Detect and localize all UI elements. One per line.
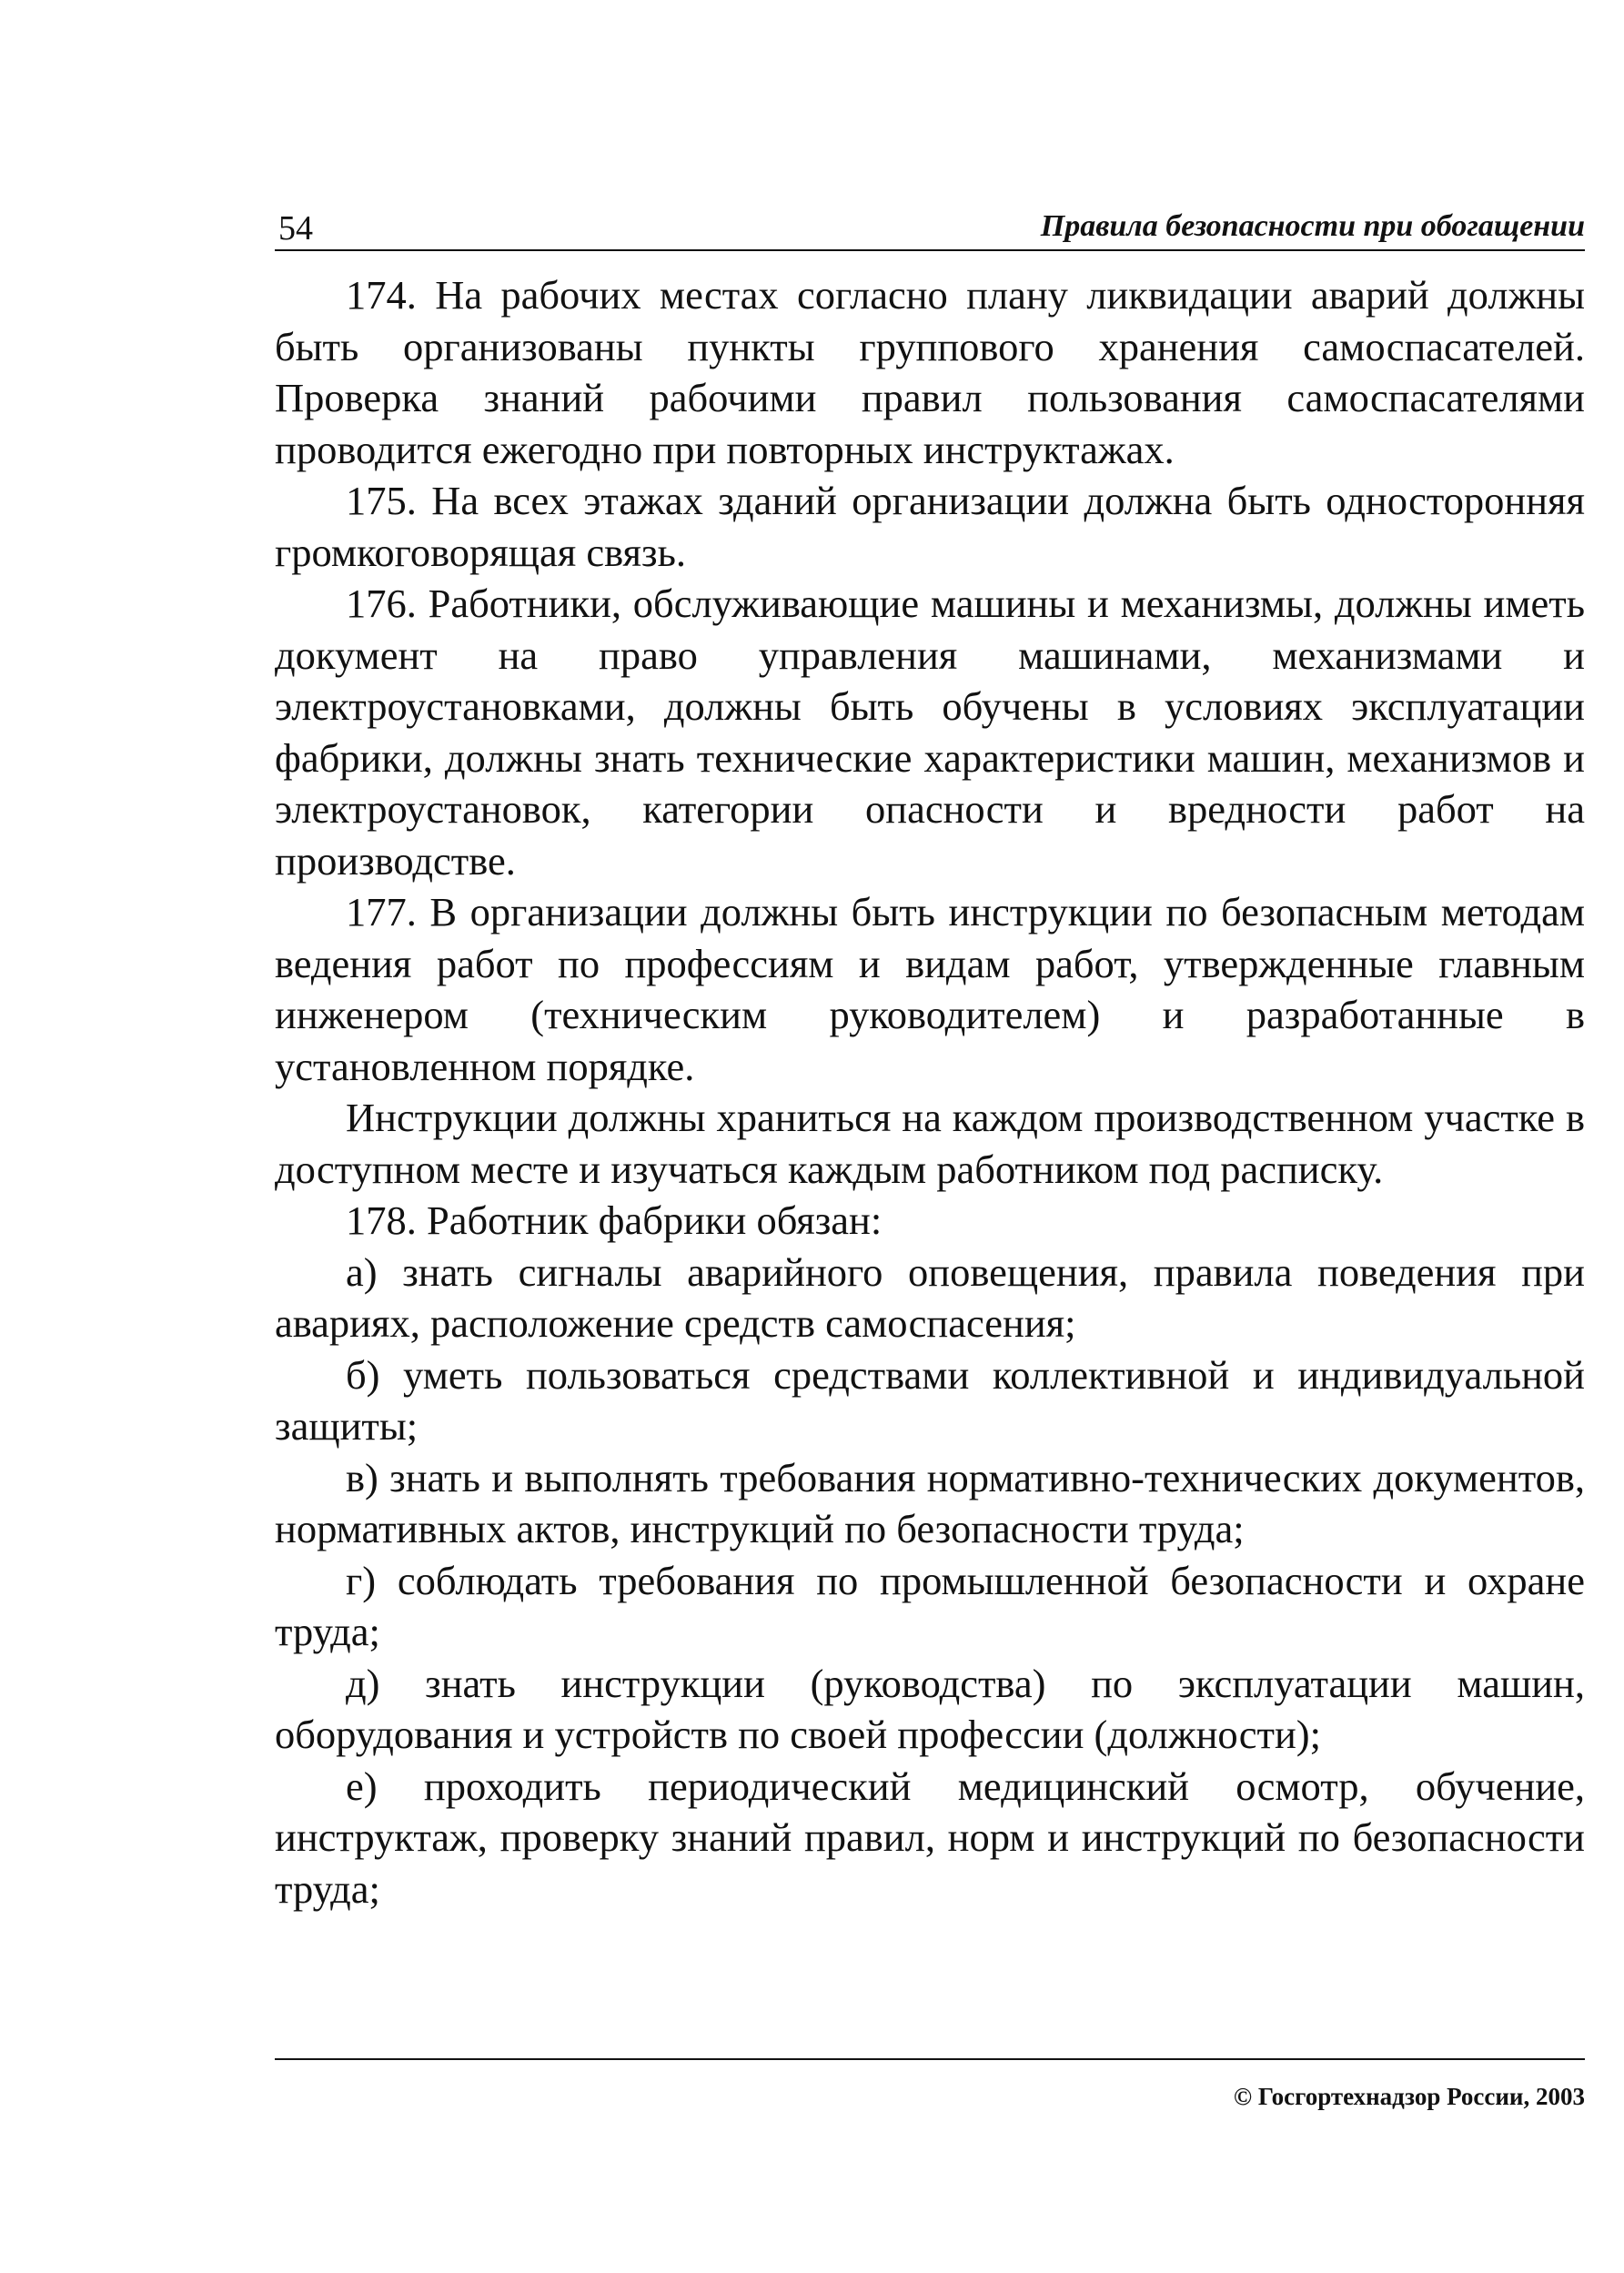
running-header <box>275 191 1585 251</box>
list-item-b: б) уметь пользоваться средствами коллективной и индивидуальной защиты; <box>275 1351 1585 1449</box>
paragraph-177: 177. В организации должны быть инструкции по безопасным методам ведения работ по профессиям и видам работ, утвержденные главным инженером (техническим руководителем) и разработанные в установленном порядке. <box>275 889 1585 1089</box>
paragraph-176: 176. Работники, обслуживающие машины и механизмы, должны иметь документ на право управления машинами, механизмами и электроустановками, должны быть обучены в условиях эксплуатации фабрики, должны знать технические характеристики машин, механизмов и электроустановок, категории опасности и вредности работ на производстве. <box>275 581 1585 884</box>
page-number: 54 <box>278 209 313 248</box>
paragraph-instructions: Инструкции должны храниться на каждом производственном участке в доступном месте и изучаться каждым работником под расписку. <box>275 1095 1585 1192</box>
paragraph-178: 178. Работник фабрики обязан: <box>346 1197 883 1243</box>
running-title: Правила безопасности при обогащении <box>1040 209 1585 243</box>
paragraph-175: 175. На всех этажах зданий организации должна быть односторонняя громкоговорящая связь. <box>275 478 1585 575</box>
list-item-g: г) соблюдать требования по промышленной безопасности и охране труда; <box>275 1557 1585 1654</box>
list-item-d: д) знать инструкции (руководства) по эксплуатации машин, оборудования и устройств по своей профессии (должности); <box>275 1660 1585 1757</box>
list-item-e: е) проходить периодический медицинский осмотр, обучение, инструктаж, проверку знаний правил, норм и инструкций по безопасности труда; <box>275 1763 1585 1912</box>
document-page <box>275 191 1585 1914</box>
copyright-notice: © Госгортехнадзор России, 2003 <box>1233 2083 1585 2110</box>
footer-divider <box>275 2058 1585 2060</box>
list-item-v: в) знать и выполнять требования нормативно-технических документов, нормативных актов, инструкций по безопасности труда; <box>275 1454 1585 1551</box>
paragraph-174: 174. На рабочих местах согласно плану ликвидации аварий должны быть организованы пункты группового хранения самоспасателей. Проверка знаний рабочими правил пользования самоспасателями проводится ежегодно при повторных инструктажах. <box>275 272 1585 472</box>
body-text <box>275 269 1585 1914</box>
list-item-a: а) знать сигналы аварийного оповещения, правила поведения при авариях, расположение средств самоспасения; <box>275 1248 1585 1346</box>
